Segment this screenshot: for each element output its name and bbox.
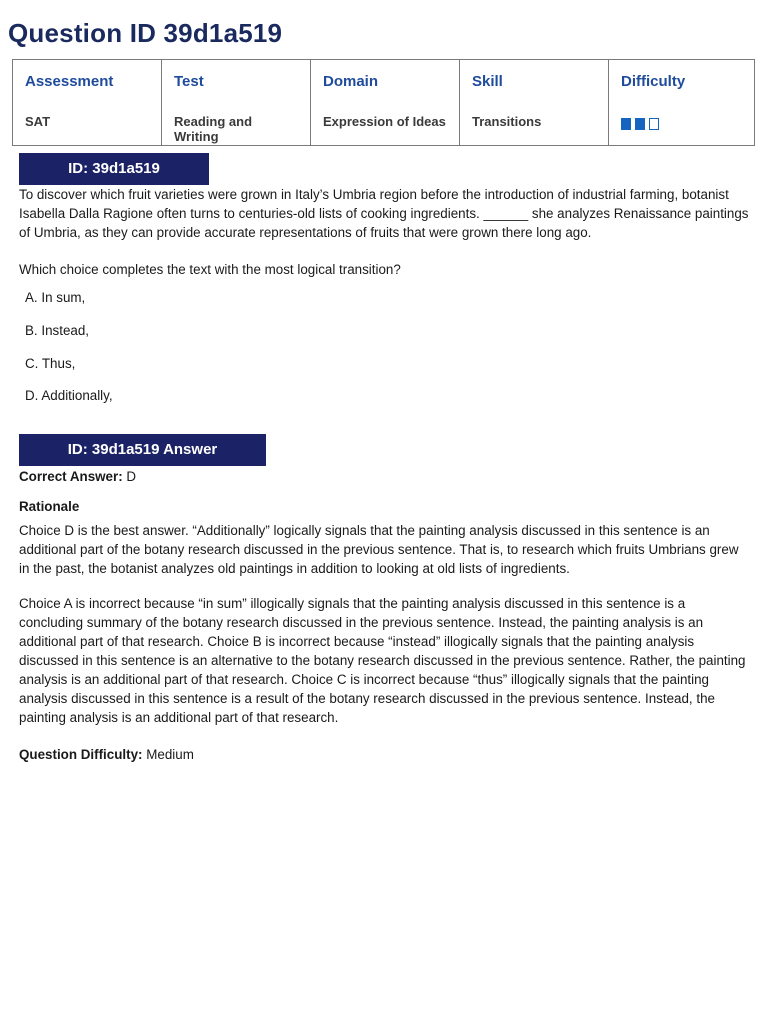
- assessment-value: SAT: [25, 114, 51, 129]
- choice-a: A. In sum,: [25, 290, 86, 305]
- test-label: Test: [174, 73, 204, 90]
- difficulty-square: [649, 118, 659, 130]
- question-meta-table: [12, 59, 755, 146]
- difficulty-square: [635, 118, 645, 130]
- question-passage: To discover which fruit varieties were grown in Italy’s Umbria region before the introduction of industrial farming, botanist Isabella Dalla Ragione often turns to centuries-old lists of cooking ingredients. ______ she analyzes Renaissance paintings of Umbria, as they can provide accurate representations of fruits that were grown there long ago.: [19, 187, 749, 240]
- difficulty-indicator: [621, 118, 742, 130]
- choice-d: D. Additionally,: [25, 388, 113, 403]
- question-difficulty-label: Question Difficulty:: [19, 747, 143, 762]
- question-difficulty-value: Medium: [146, 747, 194, 762]
- domain-label: Domain: [323, 73, 379, 90]
- page-title: Question ID 39d1a519: [8, 18, 283, 48]
- assessment-label: Assessment: [25, 73, 114, 90]
- test-value: Reading and Writing: [174, 114, 253, 144]
- correct-answer: [19, 467, 749, 486]
- meta-cell-assessment: [13, 60, 162, 146]
- question-id-banner: ID: 39d1a519: [19, 153, 209, 185]
- meta-cell-domain: [311, 60, 460, 146]
- meta-cell-difficulty: [609, 60, 755, 146]
- meta-cell-skill: [460, 60, 609, 146]
- skill-label: Skill: [472, 73, 503, 90]
- meta-cell-test: [162, 60, 311, 146]
- difficulty-square: [621, 118, 631, 130]
- skill-value: Transitions: [472, 114, 542, 129]
- correct-answer-label: Correct Answer:: [19, 469, 123, 484]
- rationale-heading: Rationale: [19, 499, 80, 514]
- correct-answer-value: D: [126, 469, 137, 484]
- question-difficulty: [19, 745, 749, 764]
- rationale-paragraph-2: Choice A is incorrect because “in sum” illogically signals that the painting analysis discussed in this sentence is a concluding summary of the botany research discussed in the previous sentence. Instead, the painting analysis is an additional part of that research. Choice B is incorrect because “instead” illogically signals that the painting analysis discussed in this sentence is an alternative to the botany research discussed in the previous sentence. Rather, the painting analysis is an additional part of that research. Choice C is incorrect because “thus” illogically signals that the painting analysis discussed in this sentence is a result of the botany research discussed in the previous sentence. Instead, the painting analysis is an additional part of that research.: [19, 596, 746, 725]
- difficulty-label: Difficulty: [621, 73, 686, 90]
- choice-b: B. Instead,: [25, 323, 90, 338]
- choice-c: C. Thus,: [25, 356, 76, 371]
- answer-id-banner: ID: 39d1a519 Answer: [19, 434, 266, 466]
- domain-value: Expression of Ideas: [323, 114, 446, 129]
- question-prompt: Which choice completes the text with the most logical transition?: [19, 262, 401, 277]
- rationale-paragraph-1: Choice D is the best answer. “Additionally” logically signals that the painting analysis discussed in this sentence is an additional part of the botany research discussed in the previous sentence. That is, to research which fruits Umbrians grew in the past, the botanist analyzes old paintings in addition to looking at old lists of ingredients.: [19, 523, 739, 576]
